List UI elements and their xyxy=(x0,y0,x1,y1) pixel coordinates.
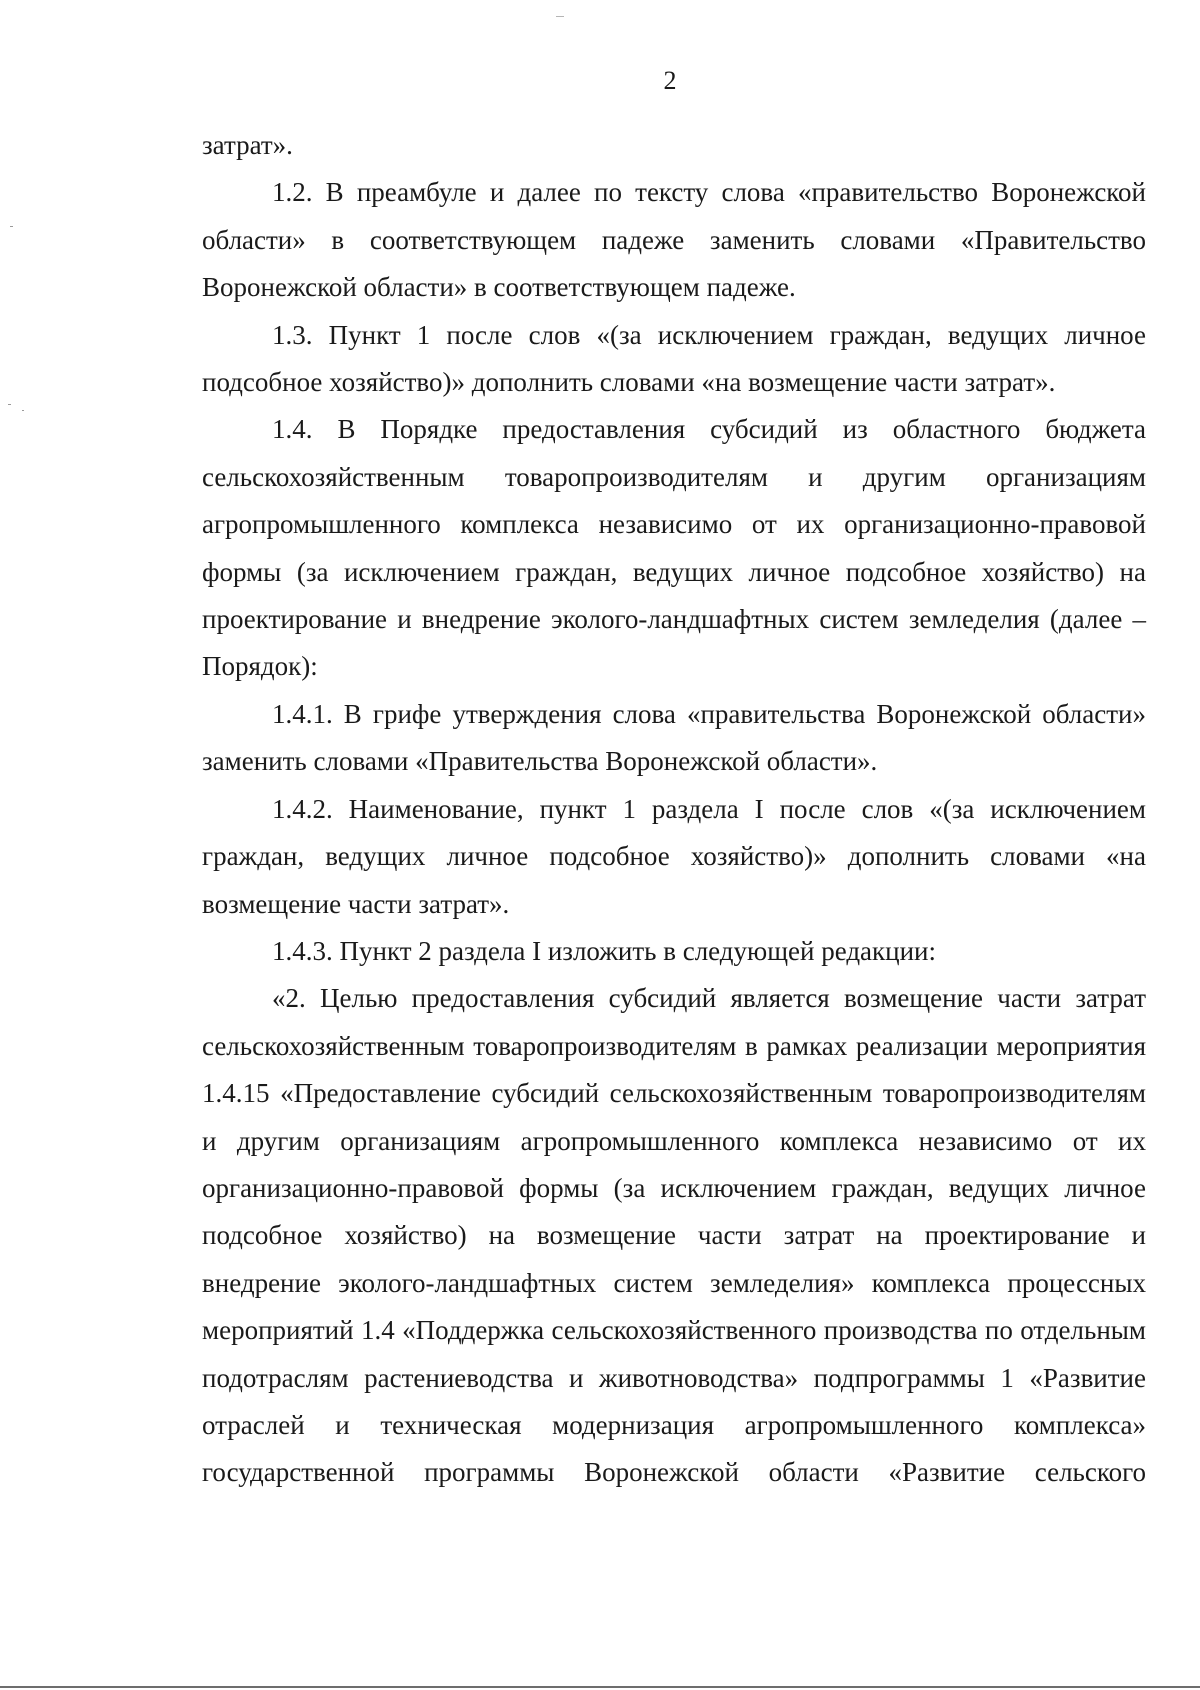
paragraph-continuation: затрат». xyxy=(202,130,293,160)
document-body xyxy=(202,122,1146,1497)
scan-artifact-left-2 xyxy=(8,404,11,405)
paragraph-1-4-1: 1.4.1. В грифе утверждения слова «правительства Воронежской области» заменить словами «Правительства Воронежской области». xyxy=(202,698,1146,777)
page-number: 2 xyxy=(663,66,677,95)
scan-bottom-edge xyxy=(0,1686,1200,1688)
scan-artifact-left-3 xyxy=(22,410,24,411)
paragraph-1-2: 1.2. В преамбуле и далее по тексту слова «правительство Воронежской области» в соответствующем падеже заменить словами «Правительство Воронежской области» в соответствующем падеже. xyxy=(202,177,1146,303)
paragraph-1-4-2: 1.4.2. Наименование, пункт 1 раздела I после слов «(за исключением граждан, ведущих личное подсобное хозяйство)» дополнить словами «на возмещение части затрат». xyxy=(202,793,1146,919)
paragraph-1-4-3: 1.4.3. Пункт 2 раздела I изложить в следующей редакции: xyxy=(272,935,937,966)
scan-artifact-top xyxy=(556,16,564,17)
paragraph-1-4: 1.4. В Порядке предоставления субсидий из областного бюджета сельскохозяйственным товаропроизводителям и другим организациям агропромышленного комплекса независимо от их организационно-правовой формы (за исключением граждан, ведущих личное подсобное хозяйство) на проектирование и внедрение эколого-ландшафтных систем земледелия (далее – Порядок): xyxy=(202,414,1146,682)
paragraph-quoted-item-2: «2. Целью предоставления субсидий является возмещение части затрат сельскохозяйственным товаропроизводителям в рамках реализации мероприятия 1.4.15 «Предоставление субсидий сельскохозяйственным товаропроизводителям и другим организациям агропромышленного комплекса независимо от их организационно-правовой формы (за исключением граждан, ведущих личное подсобное хозяйство) на возмещение части затрат на проектирование и внедрение эколого-ландшафтных систем земледелия» комплекса процессных мероприятий 1.4 «Поддержка сельскохозяйственного производства по отдельным подотраслям растениеводства и животноводства» подпрограммы 1 «Развитие отраслей и техническая модернизация агропромышленного комплекса» государственной программы Воронежской области «Развитие сельского xyxy=(202,983,1146,1488)
paragraph-1-3: 1.3. Пункт 1 после слов «(за исключением граждан, ведущих личное подсобное хозяйство)» дополнить словами «на возмещение части затрат». xyxy=(202,319,1146,398)
scan-artifact-left-1 xyxy=(10,226,13,227)
